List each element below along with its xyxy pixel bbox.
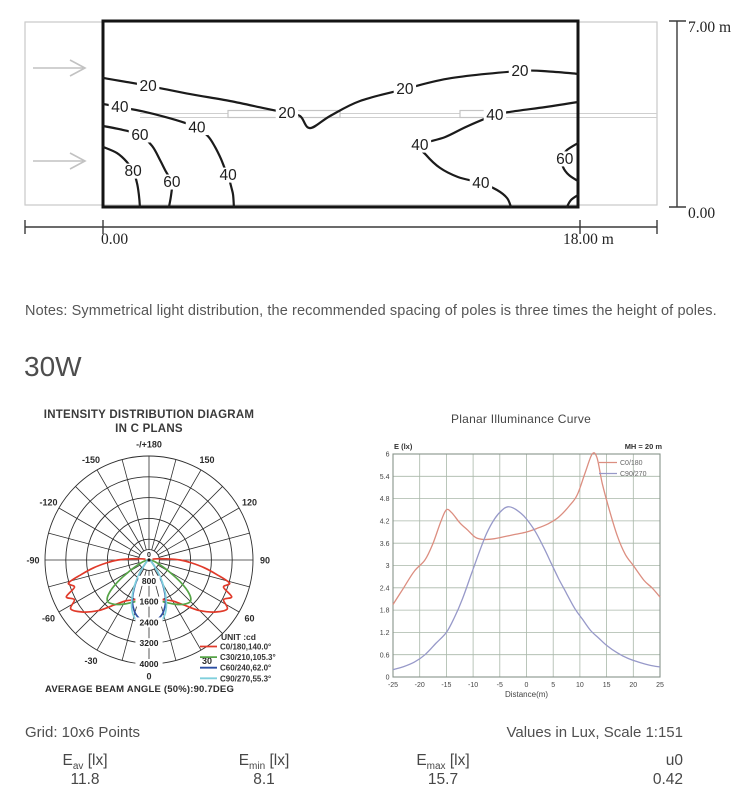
dim-label-x-origin: 0.00: [101, 231, 129, 248]
planar-x-tick: 5: [551, 682, 556, 689]
contour-label: 40: [472, 175, 490, 193]
planar-y-tick: 1.2: [379, 630, 390, 637]
polar-chart-subtitle: IN C PLANS: [115, 423, 183, 435]
grid-points-label: Grid: 10x6 Points: [25, 724, 141, 741]
emin-symbol: E: [238, 752, 250, 769]
radial-scale-label: 1600: [139, 596, 159, 607]
polar-angle-label: 90: [259, 555, 271, 566]
planar-x-tick: -25: [387, 682, 399, 689]
planar-x-tick: 10: [576, 682, 584, 689]
radial-scale-label: 2400: [139, 617, 159, 628]
contour-label: 20: [139, 77, 157, 95]
polar-angle-label: -30: [84, 655, 98, 666]
flow-arrow-icon: [33, 60, 85, 76]
planar-legend-entry: C0/180: [620, 460, 643, 467]
isolux-contours: [103, 63, 578, 207]
contour-label: 20: [511, 62, 529, 80]
polar-legend-entry: C90/270,55.3°: [220, 674, 272, 684]
notes-text: Notes: Symmetrical light distribution, the recommended spacing of poles is three times the height of poles.: [25, 303, 717, 319]
planar-chart-title: Planar Illuminance Curve: [450, 412, 592, 426]
wattage-heading: 30W: [24, 351, 82, 382]
emax-unit: [lx]: [445, 752, 470, 769]
eav-sub: av: [72, 761, 84, 773]
emax-sub: max: [426, 761, 446, 773]
dim-label-height-bottom: 0.00: [688, 205, 716, 222]
polar-angle-label: 60: [244, 613, 255, 624]
intensity-distribution-diagram: [20, 437, 340, 703]
eav-unit: [lx]: [83, 752, 108, 769]
u0-symbol: u0: [665, 752, 683, 769]
radial-scale-label: 800: [141, 575, 157, 586]
polar-center-label: 0: [147, 552, 151, 559]
contour-label: 20: [278, 104, 296, 122]
contour-label: 40: [486, 107, 504, 125]
polar-angle-label: 150: [199, 455, 215, 466]
planar-legend-entry: C90/270: [620, 471, 647, 478]
planar-y-tick: 1.8: [379, 607, 390, 615]
polar-angle-label: 30: [201, 655, 213, 666]
u0-value: 0.42: [652, 771, 683, 788]
u0-header: [543, 752, 683, 770]
planar-x-tick: -10: [468, 682, 479, 689]
eav-header: [25, 752, 145, 772]
contour-label: 60: [131, 126, 149, 144]
emax-symbol: E: [416, 752, 427, 769]
contour-label: 40: [219, 167, 237, 185]
polar-legend-unit: UNIT :cd: [221, 632, 256, 642]
planar-illuminance-chart: [370, 435, 750, 707]
planar-y-tick: 5.4: [379, 473, 390, 481]
dim-label-height-top: 7.00 m: [688, 19, 732, 36]
height-dimension-line: [669, 21, 686, 207]
isolux-contour-40: [103, 104, 234, 207]
planar-y-tick: 4.2: [379, 518, 390, 526]
planar-y-tick: 0: [385, 674, 390, 682]
emin-value: 8.1: [253, 771, 275, 788]
emax-value: 15.7: [427, 771, 459, 788]
contour-label: 20: [396, 81, 414, 99]
polar-angle-label: -/+180: [136, 439, 162, 450]
polar-legend-entry: C30/210,105.3°: [220, 653, 276, 663]
contour-label: 40: [411, 137, 429, 155]
polar-angle-label: -150: [81, 455, 101, 466]
emax-header: [383, 752, 503, 772]
average-beam-angle-label: AVERAGE BEAM ANGLE (50%):90.7DEG: [45, 684, 235, 695]
planar-x-tick: -5: [496, 682, 503, 689]
polar-chart-title: INTENSITY DISTRIBUTION DIAGRAM: [43, 409, 255, 421]
planar-x-tick: 25: [656, 682, 664, 689]
contour-label: 60: [163, 174, 181, 192]
contour-label: 40: [188, 119, 206, 137]
polar-angle-label: 120: [241, 497, 257, 508]
polar-angle-label: 0: [146, 671, 152, 682]
dim-label-x-end: 18.00 m: [563, 231, 614, 248]
planar-x-tick: -15: [441, 682, 452, 689]
contour-label: 80: [124, 163, 142, 181]
radial-scale-label: 3200: [139, 638, 159, 649]
planar-y-tick: 4.8: [379, 496, 390, 504]
contour-label: 60: [556, 150, 574, 168]
values-scale-label: Values in Lux, Scale 1:151: [506, 724, 683, 741]
planar-x-tick: 15: [602, 682, 611, 689]
eav-symbol: E: [62, 752, 73, 769]
planar-y-tick: 3.6: [379, 540, 390, 548]
planar-x-axis-title: Distance(m): [504, 690, 549, 699]
emin-sub: min: [249, 761, 266, 773]
isolux-diagram: [0, 0, 750, 252]
planar-corner-label: MH = 20 m: [624, 442, 662, 451]
planar-x-tick: 20: [629, 682, 638, 689]
polar-legend-entry: C0/180,140.0°: [220, 642, 272, 652]
polar-angle-label: -60: [42, 613, 56, 624]
emin-unit: [lx]: [265, 752, 290, 769]
polar-angle-label: -120: [39, 497, 58, 508]
planar-y-tick: 0.6: [379, 652, 390, 660]
planar-y-tick: 2.4: [379, 585, 390, 593]
radial-scale-label: 4000: [139, 659, 159, 669]
planar-y-tick: 6: [385, 451, 390, 459]
planar-grid: [393, 454, 660, 677]
planar-x-tick: -20: [414, 682, 425, 689]
polar-angle-label: -90: [26, 555, 40, 566]
flow-arrow-icon: [33, 153, 85, 169]
planar-y-tick: 3: [385, 563, 390, 571]
planar-y-axis-title: E (lx): [394, 442, 413, 451]
planar-x-tick: 0: [524, 682, 529, 689]
emin-header: [204, 752, 324, 772]
contour-label: 40: [111, 99, 129, 117]
eav-value: 11.8: [70, 771, 100, 788]
polar-legend-entry: C60/240,62.0°: [220, 663, 272, 673]
